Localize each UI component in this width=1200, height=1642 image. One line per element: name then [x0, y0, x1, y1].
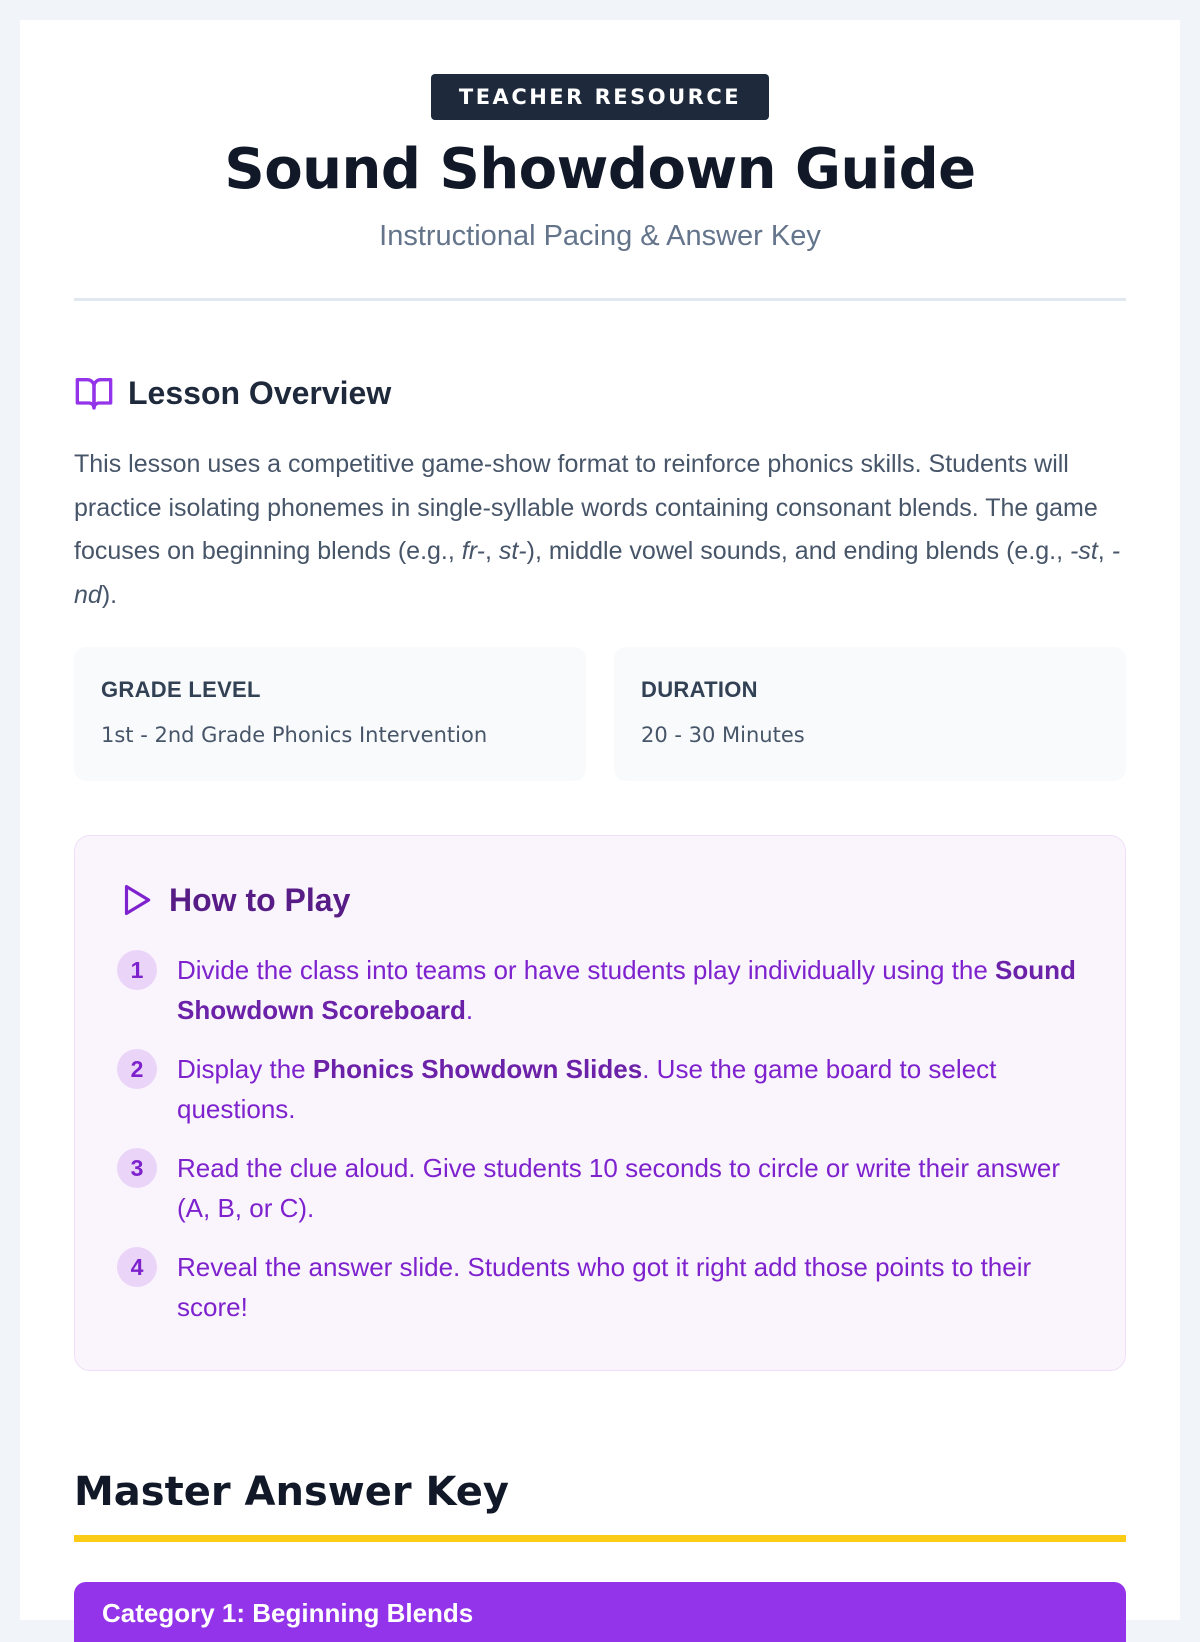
card-value: 20 - 30 Minutes	[641, 723, 805, 747]
answer-key-title: Master Answer Key	[74, 1469, 509, 1515]
resource-badge: TEACHER RESOURCE	[431, 74, 769, 120]
blend-example: fr-	[461, 537, 485, 565]
overview-heading: Lesson Overview	[128, 375, 392, 411]
step-item	[117, 1148, 1083, 1228]
page-subtitle: Instructional Pacing & Answer Key	[379, 220, 821, 252]
step-item	[117, 1247, 1083, 1327]
card-label: GRADE LEVEL	[101, 677, 261, 702]
step-number: 4	[117, 1247, 157, 1287]
step-number: 1	[117, 950, 157, 990]
overview-paragraph	[74, 443, 1126, 617]
step-item	[117, 950, 1083, 1030]
info-cards	[74, 647, 1126, 781]
how-to-play-heading: How to Play	[169, 882, 351, 918]
step-text-segment: Display the	[177, 1054, 313, 1084]
overview-text-segment: ).	[101, 580, 118, 609]
blend-example: st-	[498, 537, 527, 565]
step-text-segment: Reveal the answer slide. Students who got it right add those points to their score!	[177, 1252, 1032, 1322]
step-text-segment: . Use the game board to select questions.	[177, 1054, 997, 1124]
blend-example: -st	[1070, 537, 1098, 565]
card-value: 1st - 2nd Grade Phonics Intervention	[101, 723, 488, 747]
step-text	[177, 1049, 1083, 1129]
step-item	[117, 1049, 1083, 1129]
step-text-segment: Read the clue aloud. Give students 10 seconds to circle or write their answer (A, B, or C).	[177, 1153, 1061, 1223]
answer-key-underline	[74, 1535, 1126, 1542]
page-title: Sound Showdown Guide	[224, 137, 976, 202]
overview-text-segment: ,	[1097, 537, 1112, 565]
step-text	[177, 950, 1083, 1030]
overview-heading-row	[74, 373, 1126, 413]
play-icon	[117, 881, 155, 919]
step-number: 2	[117, 1049, 157, 1089]
step-number: 3	[117, 1148, 157, 1188]
document-page	[20, 20, 1180, 1628]
step-text-segment: .	[465, 995, 474, 1025]
step-text	[177, 1148, 1083, 1228]
document-header	[74, 20, 1126, 254]
how-to-play-panel	[74, 835, 1126, 1371]
category-header: Category 1: Beginning Blends	[74, 1582, 1126, 1642]
resource-name: Phonics Showdown Slides	[312, 1054, 643, 1084]
grade-level-card	[74, 647, 586, 781]
header-divider	[74, 298, 1126, 301]
resource-name: Sound Showdown Scoreboard	[177, 955, 1076, 1025]
step-text	[177, 1247, 1083, 1327]
how-to-play-heading-row	[117, 880, 1083, 920]
overview-text-segment: ), middle vowel sounds, and ending blends (e.g.,	[526, 537, 1071, 565]
step-text-segment: Divide the class into teams or have students play individually using the	[177, 955, 995, 985]
duration-card	[614, 647, 1126, 781]
card-label: DURATION	[641, 677, 758, 702]
blend-example: -nd	[74, 537, 1121, 609]
overview-text-segment: ,	[484, 537, 499, 565]
overview-text-segment: This lesson uses a competitive game-show format to reinforce phonics skills. Students will practice isolating phonemes in single-syllable words containing consonant blends. The game focuses on beginning blends (e.g.,	[74, 450, 1098, 565]
book-open-icon	[74, 373, 114, 413]
steps-list	[117, 950, 1083, 1327]
